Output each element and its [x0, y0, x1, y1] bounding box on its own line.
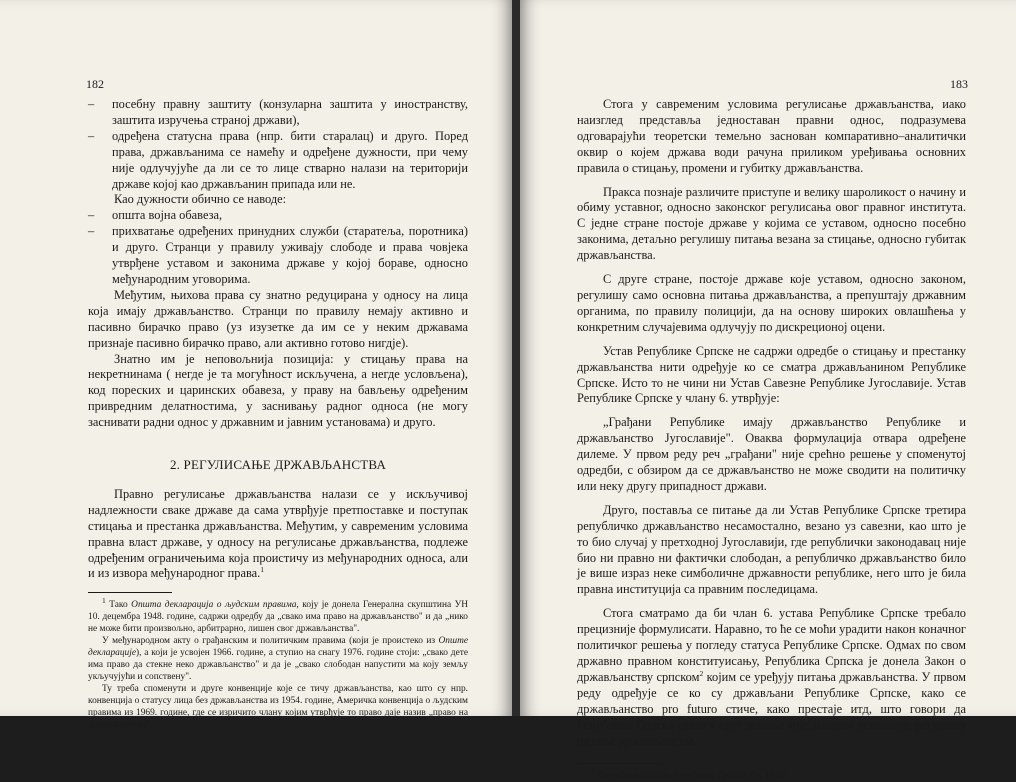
footnote: $^1$ Тако Општа декларација о људским правима, коју је донела Генерална скупштина УН 10. децембра 1948. године, садржи одредбу да „свако има право на држављанство" и да „нико не може бити произвољно, арбитрарно, лишен свог држављанства". [88, 596, 469, 635]
footnote-paragraph: У међународном акту о грађанским и политичким правима (који је проистеко из Опште декларације), а који је усвојен 1966. године, а ступио на снагу 1976. године стоји: „свако дете има право да стекне неко држављанство" и да је „свако слободан напустити ма коју земљу укључујући и сопствену". [88, 636, 468, 683]
footnote-rule [577, 763, 661, 764]
footnote-ref: 2 [699, 668, 704, 678]
page-number: 183 [950, 77, 968, 91]
paragraph: Стога сматрамо да би члан 6. устава Републике Српске требало прецизније формулисати. Наравно, то ће се моћи урадити након коначног политичког решења у погледу статуса Републике Српске. Одмах по свом државно правном конституисању, Република Српска је донела Закон о држављанству српском$^2$ којим се уређују питања држављанства. У првом реду одређује се ко су држављани Републике Српске, како се држављанство pro futuro стиче, како престаје итд, што говори да Република Српска улази у круг земаља које законом детаљније регулишу питање држављанства. [577, 606, 967, 748]
footnote-rule [88, 592, 172, 593]
left-page [0, 0, 512, 731]
book-gutter [512, 0, 520, 716]
dash-bullet: – [88, 208, 95, 223]
footnote-mark: 1 [102, 596, 106, 606]
right-page [520, 0, 1016, 782]
list-item: – општа војна обавеза, [88, 208, 223, 223]
paragraph: Међутим, њихова права су знатно редуцирана у односу на лица која имају држављанство. Странци по правилу немају активно и пасивно бирачко право (уз изузетке да им се у неким државама признаје пасивно бирачко право, али активно готово нигдје). [88, 287, 468, 350]
left-text-column [88, 97, 468, 731]
paragraph: Знатно им је неповољнија позиција: у стицању права на некретнинама ( негде је та могућност искључена, а негде условљена), код пореских и царинских обавеза, у праву на бављењу одређеним привредним делатностима, у заснивању радног односа (не могу заснивати радни однос у државним и јавним установама) и друго. [88, 351, 468, 430]
paragraph: Стога у савременим условима регулисање држављанства, иако наизглед представља једноставан правни однос, подразумева одговарајући теоретски темељно заснован компаративно–аналитички оквир о којем држава води рачуна приликом уређивања основних правила о стицању, промени и губитку држављанства. [577, 97, 966, 175]
paragraph: Правно регулисање држављанства налази се у искључивој надлежности сваке државе да сама утврђује претпоставке и поступак стицања и престанка држављанства. Међутим, у савременим условима правна власт државе, у односу на регулисање држављанства, подлеже одређеним ограничењима која проистичу из међународних односа, али и из извора међународног права.$^1$ [88, 486, 468, 581]
paragraph: Пракса познаје различите приступе и велику шароликост о начину и обиму уставног, односно законског регулисања овог правног института. С једне стране постоје државе у којима се уставом, односно посебно законима, детаљно регулишу питања везана за стицање, односно губитак држављанства. [577, 184, 966, 263]
section-heading: 2. РЕГУЛИСАЊЕ ДРЖАВЉАНСТВА [169, 457, 387, 473]
page-number: 182 [86, 77, 104, 91]
dash-bullet: – [88, 97, 95, 111]
list-item: – одређена статусна права (нпр. бити старалац) и друго. Поред права, држављанима се намећу и одређене дужности, при чему није одлучујуће да ли се то лице стварно налази на територији државе којој као држављанин припада или не. [88, 128, 468, 191]
footnote: $^2$ Службени гласник Републике Српске, бр. 19/92. [591, 767, 789, 782]
footnote-paragraph: Ту треба споменути и друге конвенције које се тичу држављанства, као што су нпр. конвенција о статусу лица без држављанства из 1954. године, Америчка конвенција о људским правима из 1969. године, где се изричито члану којим утврђује то право даје назив „право на држављанство". [88, 684, 468, 731]
list-item: – посебну правну заштиту (конзуларна заштита у иностранству, заштита изручења страној држави), [88, 97, 468, 127]
dash-bullet: – [88, 128, 95, 143]
right-text-column [577, 97, 966, 782]
footnote-ref: 1 [260, 565, 264, 575]
paragraph: С друге стране, постоје државе које уставом, односно законом, регулишу само основна питања држављанства, а препуштају државним органима, по правилу полицији, да на основу широких овлашћења у конкретним случајевима одлучују по дискреционој оцени. [577, 272, 966, 334]
paragraph: Устав Републике Српске не садржи одредбе о стицању и престанку држављанства нити одређује ко се сматра држављанином Републике Српске. Исто то не чини ни Устав Савезне Републике Југославије. Устав Републике Српске у члану 6. утврђује: [577, 343, 966, 406]
footnotes [88, 596, 469, 731]
duties-intro: Као дужности обично се наводе: [114, 192, 287, 207]
list-item: – прихватање одређених принудних служби (старатеља, поротника) и друго. Странци у правилу уживају слободе и права човјека утврђене уставом и законима државе у којој бораве, односно међународним уговорима. [88, 224, 468, 286]
footnotes [577, 767, 966, 782]
footnote-mark: 2 [591, 767, 595, 777]
paragraph: „Грађани Републике имају држављанство Републике и држављанство Југославије". Оваква формулација отвара одређене дилеме. У првом реду реч „грађани" није срећно решење у споменутој одредби, с обзиром да се држављанство не може сводити на политичку или неку другу припадност држави. [577, 415, 966, 493]
paragraph: Друго, поставља се питање да ли Устав Републике Српске третира републичко држављанство несамостално, везано уз савезни, као што је то био случај у претходној Југославији, где републички законодавац није био ни правно ни фактички слободан, а републичко држављанство било је више израз неке симболичне државности републике, него што је била правна институција са правним последицама. [577, 502, 966, 597]
dash-bullet: – [88, 224, 95, 239]
